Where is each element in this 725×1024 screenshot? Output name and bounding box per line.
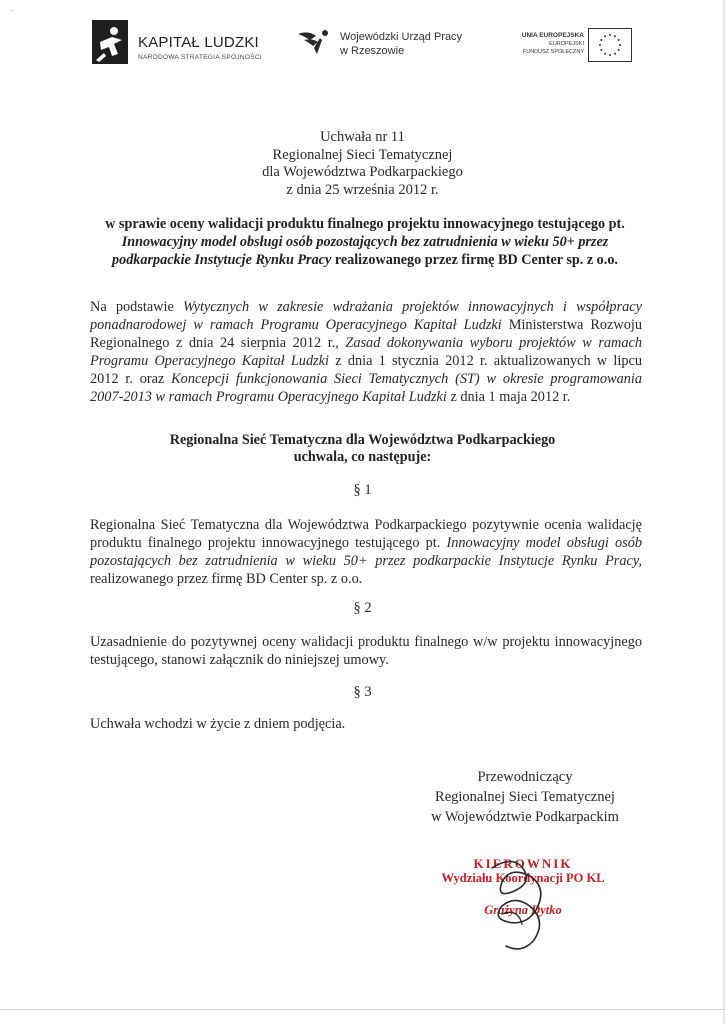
legal-basis-paragraph: [90, 298, 642, 406]
section-1-mark: § 1: [353, 482, 372, 498]
wup-name-line2: w Rzeszowie: [340, 45, 405, 57]
signatory-line1: Przewodniczący: [477, 769, 573, 785]
kapital-ludzki-icon: [92, 20, 128, 64]
section-2-text1: Uzasadnienie do pozytywnej oceny walidacji produktu finalnego w/w projektu innowacyjnego testującego, stanowi załącznik do niniejszej umowy.: [90, 634, 642, 668]
basis-text4: z dnia 1 maja 2012 r.: [450, 389, 571, 405]
wup-logo: [296, 24, 486, 64]
section-1-italic: Innowacyjny model obsługi osób pozostających bez zatrudnienia w wieku 50+ przez podkarpackie Instytucje Rynku Pracy,: [90, 535, 643, 569]
section-1-text1: Regionalna Sieć Tematyczna dla Województwa Podkarpackiego pozytywnie ocenia walidację produktu finalnego projektu innowacyjnego testującego pt.: [90, 517, 642, 551]
title-line4: z dnia 25 września 2012 r.: [286, 181, 439, 198]
decision-heading-line1: Regionalna Sieć Tematyczna dla Województwa Podkarpackiego: [169, 432, 556, 448]
decision-heading-line2: uchwala, co następuje:: [293, 449, 432, 465]
kapital-ludzki-subtitle: NARODOWA STRATEGIA SPÓJNOŚCI: [138, 54, 262, 61]
subject-part3: realizowanego przez firmę BD Center sp. z o.o.: [334, 252, 618, 268]
stamp-line2: Wydziału Koordynacji PO KL: [441, 871, 605, 885]
signatory-line2: Regionalnej Sieci Tematycznej: [435, 789, 615, 805]
stamp-line1: KIEROWNIK: [473, 856, 573, 871]
kapital-ludzki-logo: [92, 20, 262, 68]
section-2-mark: § 2: [353, 600, 372, 616]
basis-italic3: Koncepcji funkcjonowania Sieci Tematycznych (ST) w okresie programowania 2007-2013 w ramach Programu Operacyjnego Kapitał Ludzki: [90, 371, 642, 405]
signatory-line3: w Województwie Podkarpackim: [431, 809, 619, 825]
stamp-line3: Grażyna Dytko: [484, 903, 562, 917]
basis-italic2: Zasad dokonywania wyboru projektów w ramach Programu Operacyjnego Kapitał Ludzki: [90, 335, 643, 369]
basis-text3: z dnia 1 stycznia 2012 r. aktualizowanych w lipcu 2012 r. oraz: [90, 353, 643, 387]
resolution-title: [0, 129, 725, 199]
section-2-text: [90, 633, 642, 669]
wup-name-line1: Wojewódzki Urząd Pracy: [340, 31, 463, 43]
title-line2: Regionalnej Sieci Tematycznej: [272, 146, 453, 163]
signatory-block: [395, 767, 655, 827]
section-1-text2: realizowanego przez firmę BD Center sp. z o.o.: [90, 571, 363, 587]
subject-part2: Innowacyjny model obsługi osób pozostających bez zatrudnienia w wieku 50+ przez podkarpackie Instytucje Rynku Pracy: [112, 234, 609, 268]
basis-italic1: Wytycznych w zakresie wdrażania projektów innowacyjnych i współpracy ponadnarodowej w ramach Programu Operacyjnego Kapitał Ludzki: [90, 299, 642, 333]
eu-text: [522, 31, 584, 56]
resolution-subject: [90, 215, 640, 269]
section-3-text: [90, 715, 642, 733]
handwritten-signature: [462, 848, 572, 958]
basis-text2: Ministerstwa Rozwoju Regionalnego z dnia 24 sierpnia 2012 r.,: [90, 317, 642, 351]
wup-bird-icon: [296, 24, 332, 60]
eu-text-line1: UNIA EUROPEJSKA: [521, 32, 584, 39]
scan-corner-mark: ⌐: [10, 6, 15, 15]
decision-heading: [0, 432, 725, 466]
section-1-text: [90, 516, 642, 588]
eu-text-line3: FUNDUSZ SPOŁECZNY: [522, 49, 584, 55]
subject-part1: w sprawie oceny walidacji produktu finalnego projektu innowacyjnego testującego pt.: [105, 216, 625, 232]
section-3-mark: § 3: [353, 684, 372, 700]
title-line3: dla Województwa Podkarpackiego: [262, 164, 463, 180]
kapital-ludzki-title: KAPITAŁ LUDZKI: [138, 34, 259, 51]
title-line1: Uchwała nr 11: [320, 129, 405, 145]
eu-logo: [500, 28, 636, 64]
eu-flag-icon: [588, 28, 632, 62]
eu-text-line2: EUROPEJSKI: [549, 41, 584, 47]
page-bottom-line: [0, 1009, 725, 1010]
basis-text1: Na podstawie: [90, 299, 174, 315]
section-3-text1: Uchwała wchodzi w życie z dniem podjęcia.: [90, 716, 346, 732]
